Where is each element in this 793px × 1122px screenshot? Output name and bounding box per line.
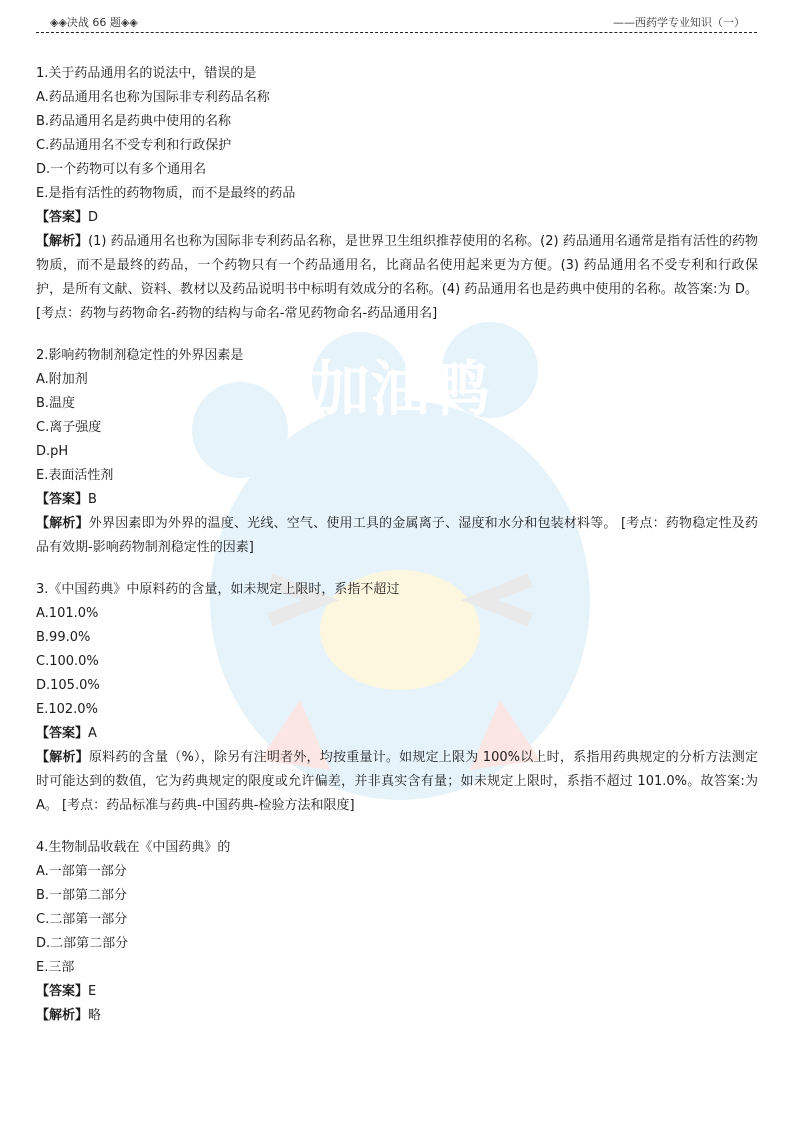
page-header xyxy=(36,14,757,34)
answer-line xyxy=(36,980,758,1004)
header-left-title: ◈◈决战 66 题◈◈ xyxy=(50,16,138,29)
option-e: E.是指有活性的药物物质，而不是最终的药品 xyxy=(36,186,296,201)
explanation-tag: 【解析】 xyxy=(36,750,89,765)
explanation xyxy=(36,230,758,326)
answer-tag: 【答案】 xyxy=(36,984,89,999)
explanation-tag: 【解析】 xyxy=(36,1008,89,1023)
header-right-title: ——西药学专业知识（一） xyxy=(613,16,745,29)
answer-line xyxy=(36,206,758,230)
answer-tag: 【答案】 xyxy=(36,492,89,507)
answer-value: A xyxy=(88,726,97,741)
option-e: E.三部 xyxy=(36,960,75,975)
explanation-text: (1) 药品通用名也称为国际非专利药品名称，是世界卫生组织推荐使用的名称。(2) 药品通用名通常是指有活性的药物物质，而不是最终的药品，一个药物只有一个药品通用名，比商品名使用起来更为方便。(3) 药品通用名不受专利和行政保护，是所有文献、资料、教材以及药品说明书中标明有效成分的名称。(4) 药品通用名也是药典中使用的名称。故答案:为 D。 [考点：药物与药物命名-药物的结构与命名-常见药物命名-药品通用名] xyxy=(36,234,758,321)
option-d: D.pH xyxy=(36,444,69,459)
answer-value: E xyxy=(88,984,97,999)
explanation-tag: 【解析】 xyxy=(36,234,89,249)
option-c: C.二部第一部分 xyxy=(36,912,128,927)
option-e: E.102.0% xyxy=(36,702,98,717)
answer-tag: 【答案】 xyxy=(36,726,89,741)
option-d: D.一个药物可以有多个通用名 xyxy=(36,162,207,177)
answer-value: D xyxy=(88,210,99,225)
explanation-text: 外界因素即为外界的温度、光线、空气、使用工具的金属离子、湿度和水分和包装材料等。 [考点：药物稳定性及药品有效期-影响药物制剂稳定性的因素] xyxy=(36,516,758,555)
option-c: C.离子强度 xyxy=(36,420,102,435)
option-b: B.一部第二部分 xyxy=(36,888,128,903)
option-a: A.药品通用名也称为国际非专利药品名称 xyxy=(36,90,270,105)
question-stem: 1.关于药品通用名的说法中，错误的是 xyxy=(36,66,257,81)
watermark-text: 加油鸭 xyxy=(310,356,490,423)
question-1 xyxy=(36,62,758,326)
explanation-tag: 【解析】 xyxy=(36,516,89,531)
explanation xyxy=(36,746,758,818)
option-c: C.100.0% xyxy=(36,654,99,669)
answer-line xyxy=(36,488,758,512)
option-a: A.101.0% xyxy=(36,606,99,621)
explanation-text: 略 xyxy=(88,1008,102,1023)
header-dashed-rule xyxy=(36,32,757,33)
option-b: B.99.0% xyxy=(36,630,91,645)
question-stem: 2.影响药物制剂稳定性的外界因素是 xyxy=(36,348,244,363)
question-2 xyxy=(36,344,758,560)
option-b: B.温度 xyxy=(36,396,76,411)
question-list xyxy=(36,62,758,1046)
answer-line xyxy=(36,722,758,746)
question-stem: 4.生物制品收载在《中国药典》的 xyxy=(36,840,231,855)
option-b: B.药品通用名是药典中使用的名称 xyxy=(36,114,232,129)
option-c: C.药品通用名不受专利和行政保护 xyxy=(36,138,232,153)
answer-tag: 【答案】 xyxy=(36,210,89,225)
question-4 xyxy=(36,836,758,1028)
question-3 xyxy=(36,578,758,818)
option-e: E.表面活性剂 xyxy=(36,468,114,483)
option-d: D.二部第二部分 xyxy=(36,936,129,951)
question-stem: 3.《中国药典》中原料药的含量，如未规定上限时，系指不超过 xyxy=(36,582,400,597)
option-a: A.附加剂 xyxy=(36,372,88,387)
explanation-text: 原料药的含量（%），除另有注明者外，均按重量计。如规定上限为 100%以上时，系指用药典规定的分析方法测定时可能达到的数值，它为药典规定的限度或允许偏差，并非真实含有量；如未规定上限时，系指不超过 101.0%。故答案:为 A。 [考点：药品标准与药典-中国药典-检验方法和限度] xyxy=(36,750,758,813)
explanation xyxy=(36,1004,758,1028)
option-a: A.一部第一部分 xyxy=(36,864,127,879)
option-d: D.105.0% xyxy=(36,678,100,693)
explanation xyxy=(36,512,758,560)
answer-value: B xyxy=(88,492,97,507)
